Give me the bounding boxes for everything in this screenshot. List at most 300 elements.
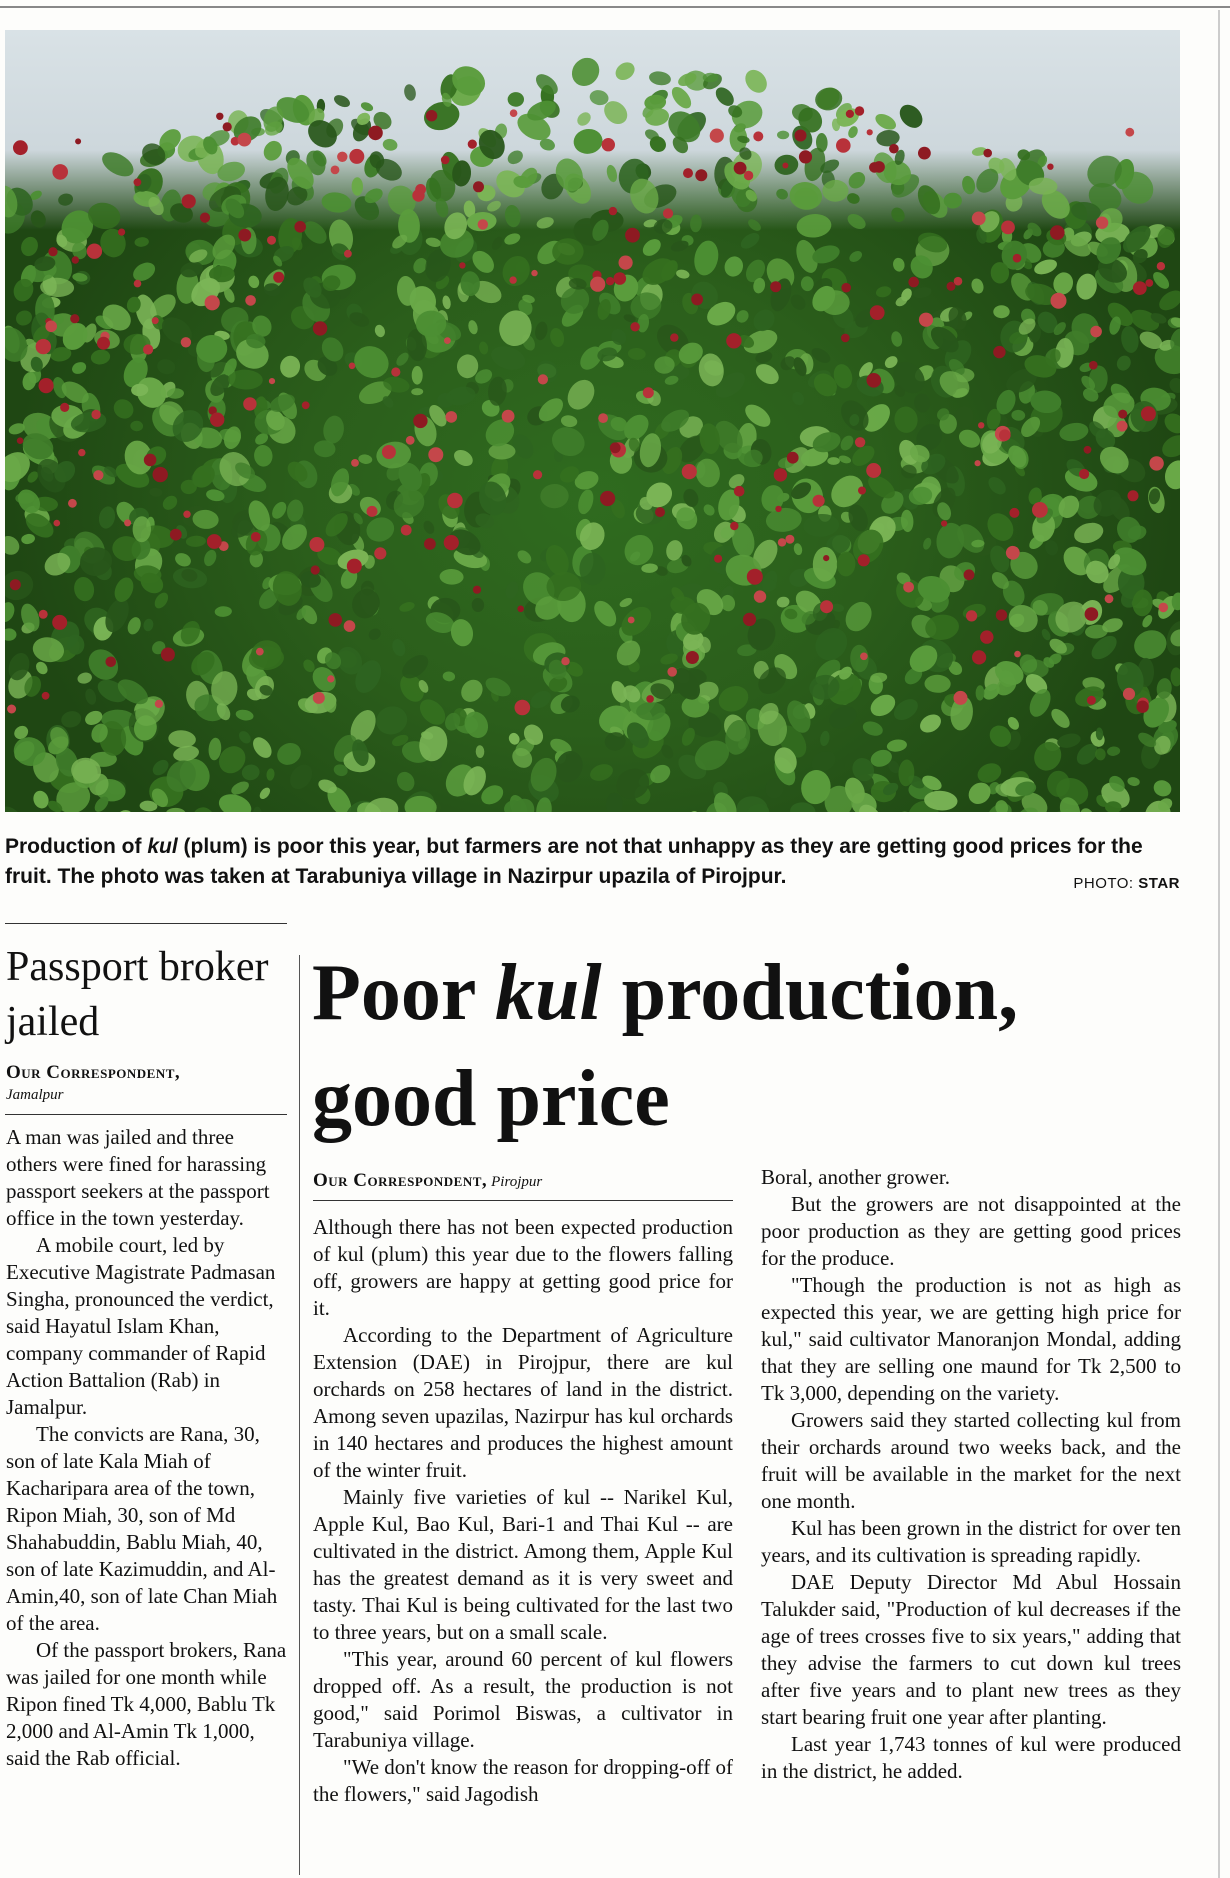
- leaf: [1025, 686, 1054, 721]
- leaf: [439, 569, 464, 585]
- kul-fruit: [1096, 217, 1108, 229]
- kul-fruit: [1141, 406, 1156, 421]
- leaf: [1106, 746, 1120, 757]
- leaf: [498, 251, 535, 290]
- kul-fruit: [337, 152, 347, 162]
- kul-fruit: [473, 181, 484, 192]
- leaf: [488, 342, 528, 374]
- kul-fruit: [866, 463, 881, 478]
- kul-fruit: [1159, 603, 1169, 613]
- kul-fruit: [468, 140, 477, 149]
- leaf: [1058, 421, 1090, 444]
- side-paragraph: A mobile court, led by Executive Magistrate Padmasan Singha, pronounced the verdict, said Hayatul Islam Khan, company commander of Rapid Action Battalion (Rab) in Jamalpur.: [6, 1233, 276, 1419]
- kul-fruit: [1014, 651, 1021, 658]
- leaf: [875, 129, 900, 148]
- kul-fruit: [691, 294, 703, 306]
- leaf: [735, 776, 749, 792]
- leaf: [889, 205, 908, 225]
- kul-fruit: [7, 705, 16, 714]
- side-story-body: [6, 1124, 288, 1772]
- leaf: [156, 357, 177, 376]
- leaf: [1048, 706, 1073, 732]
- leaf: [13, 308, 34, 329]
- main-story-column-2: [761, 1164, 1181, 1785]
- kul-fruit: [1050, 225, 1065, 240]
- kul-fruit: [734, 486, 745, 497]
- leaf: [1040, 627, 1052, 641]
- kul-fruit: [367, 506, 378, 517]
- kul-fruit: [1001, 221, 1015, 235]
- foliage-illustration: [5, 30, 1180, 812]
- leaf: [286, 760, 317, 793]
- leaf: [351, 177, 363, 196]
- leaf: [738, 230, 762, 252]
- kul-fruit: [610, 442, 621, 453]
- main-story-byline: [313, 1170, 733, 1192]
- kul-fruit: [600, 491, 615, 506]
- leaf: [1130, 626, 1170, 664]
- kul-fruit: [964, 569, 975, 580]
- kul-fruit: [210, 413, 224, 427]
- kul-fruit: [836, 138, 851, 153]
- leaf: [390, 637, 407, 658]
- kul-fruit: [1118, 410, 1127, 419]
- leaf: [533, 356, 562, 386]
- kul-fruit: [134, 178, 142, 186]
- kul-fruit: [45, 321, 57, 333]
- kul-fruit: [368, 126, 383, 141]
- main-paragraph: But the growers are not disappointed at the poor production as they are getting good prices for the produce.: [761, 1192, 1181, 1270]
- leaf: [803, 513, 840, 538]
- leaf: [752, 360, 782, 388]
- leaf: [1072, 520, 1106, 547]
- kul-orchard-photo: [5, 30, 1180, 812]
- kul-fruit: [695, 169, 707, 181]
- leaf: [1043, 539, 1059, 557]
- leaf: [98, 147, 138, 181]
- kul-fruit: [200, 213, 210, 223]
- main-paragraph: Mainly five varieties of kul -- Narikel Kul, Apple Kul, Bao Kul, Bari-1 and Thai Kul -- are cultivated in the district. Among them, Apple Kul has the greatest demand as it is very sweet and tasty. Thai Kul is being cultivated for the last two to three years, but on a small scale.: [313, 1485, 733, 1644]
- leaf: [240, 763, 261, 782]
- kul-fruit: [401, 525, 412, 536]
- headline-part-1: Poor: [312, 949, 495, 1037]
- kul-fruit: [309, 537, 324, 552]
- kul-fruit: [841, 283, 851, 293]
- kul-fruit: [858, 554, 870, 566]
- kul-fruit: [972, 650, 986, 664]
- kul-fruit: [602, 138, 615, 151]
- kul-fruit: [947, 282, 956, 291]
- kul-fruit: [502, 410, 515, 423]
- leaf: [253, 806, 262, 812]
- leaf: [186, 535, 207, 547]
- kul-fruit: [954, 277, 963, 286]
- kul-fruit: [1157, 262, 1165, 270]
- leaf: [59, 709, 83, 730]
- kul-fruit: [48, 247, 57, 256]
- leaf: [125, 615, 143, 636]
- kul-fruit: [980, 630, 993, 643]
- leaf: [130, 420, 143, 431]
- leaf: [722, 254, 746, 279]
- leaf: [1170, 667, 1180, 686]
- leaf: [451, 447, 476, 470]
- leaf: [627, 347, 646, 360]
- leaf: [533, 320, 549, 341]
- kul-fruit: [374, 547, 386, 559]
- leaf: [796, 213, 833, 239]
- leaf: [960, 175, 976, 196]
- leaf: [173, 551, 193, 569]
- kul-fruit: [134, 280, 142, 288]
- kul-fruit: [954, 691, 968, 705]
- kul-fruit: [1089, 361, 1098, 370]
- kul-fruit: [144, 454, 157, 467]
- kul-fruit: [311, 565, 320, 574]
- kul-fruit: [459, 262, 465, 268]
- side-story-top-rule: [5, 923, 287, 924]
- leaf: [253, 444, 274, 467]
- kul-fruit: [609, 207, 617, 215]
- kul-fruit: [473, 586, 481, 594]
- leaf: [20, 533, 35, 545]
- kul-fruit: [294, 221, 306, 233]
- side-paragraph: Of the passport brokers, Rana was jailed for one month while Ripon fined Tk 4,000, Bablu Tk 2,000 and Al-Amin Tk 1,000, said the Rab official.: [6, 1638, 287, 1770]
- main-byline-rule: [313, 1200, 733, 1201]
- leaf: [970, 277, 986, 295]
- kul-fruit: [207, 534, 222, 549]
- leaf: [363, 514, 397, 545]
- kul-fruit: [734, 162, 747, 175]
- leaf: [456, 353, 480, 379]
- kul-fruit: [406, 436, 415, 445]
- leaf: [507, 92, 524, 107]
- leaf: [777, 131, 789, 140]
- leaf: [993, 305, 1009, 318]
- kul-fruit: [52, 615, 67, 630]
- leaf: [590, 597, 621, 631]
- leaf: [975, 685, 984, 701]
- kul-fruit: [1125, 128, 1134, 137]
- kul-fruit: [267, 236, 276, 245]
- leaf: [566, 52, 605, 91]
- kul-fruit: [75, 138, 81, 144]
- leaf: [358, 454, 373, 465]
- leaf: [441, 295, 451, 310]
- leaf: [28, 208, 48, 230]
- kul-fruit: [795, 130, 807, 142]
- leaf: [572, 127, 604, 156]
- kul-fruit: [753, 131, 763, 141]
- leaf: [398, 600, 416, 613]
- kul-fruit: [412, 189, 424, 201]
- kul-fruit: [823, 555, 829, 561]
- leaf: [746, 217, 763, 233]
- kul-fruit: [52, 164, 68, 180]
- kul-fruit: [515, 700, 531, 716]
- side-story-byline-rule: [5, 1114, 287, 1115]
- leaf: [612, 636, 645, 670]
- leaf: [273, 739, 305, 769]
- leaf: [845, 211, 868, 232]
- leaf: [166, 808, 186, 812]
- kul-fruit: [978, 422, 984, 428]
- leaf: [838, 433, 856, 453]
- main-paragraph: Last year 1,743 tonnes of kul were produced in the district, he added.: [761, 1732, 1181, 1783]
- leaf: [606, 792, 623, 812]
- kul-fruit: [744, 171, 753, 180]
- right-column-rule: [1218, 10, 1220, 1878]
- kul-fruit: [344, 620, 356, 632]
- leaf: [421, 519, 436, 536]
- kul-fruit: [754, 590, 766, 602]
- leaf: [505, 148, 525, 167]
- kul-fruit: [124, 519, 131, 526]
- kul-fruit: [181, 337, 191, 347]
- kul-fruit: [1047, 164, 1053, 170]
- kul-fruit: [72, 256, 79, 263]
- kul-fruit: [273, 272, 284, 283]
- main-story-column-1: [313, 1214, 733, 1808]
- leaf: [1151, 777, 1174, 799]
- photo-credit: [1073, 875, 1180, 892]
- kul-fruit: [1133, 281, 1147, 295]
- leaf: [527, 687, 554, 712]
- leaf: [411, 388, 423, 396]
- top-rule: [0, 6, 1230, 8]
- kul-fruit: [70, 314, 79, 323]
- leaf: [515, 548, 534, 566]
- leaf: [503, 580, 520, 601]
- kul-fruit: [683, 168, 693, 178]
- leaf: [1127, 776, 1141, 787]
- leaf: [890, 695, 922, 725]
- leaf: [349, 340, 394, 383]
- kul-fruit: [870, 305, 885, 320]
- kul-fruit: [238, 229, 251, 242]
- kul-fruit: [313, 321, 327, 335]
- headline-italic: kul: [494, 949, 602, 1037]
- leaf: [535, 215, 555, 230]
- kul-fruit: [775, 506, 781, 512]
- kul-fruit: [13, 140, 28, 155]
- leaf: [168, 729, 197, 749]
- kul-fruit: [867, 373, 882, 388]
- kul-fruit: [778, 538, 786, 546]
- kul-fruit: [1051, 293, 1067, 309]
- kul-fruit: [17, 437, 24, 444]
- kul-fruit: [966, 610, 977, 621]
- kul-fruit: [269, 378, 275, 384]
- leaf: [5, 802, 29, 812]
- kul-fruit: [329, 613, 343, 627]
- main-paragraph: Growers said they started collecting kul from their orchards around two weeks back, and the fruit will be available in the market for the next one month.: [761, 1408, 1181, 1513]
- leaf: [787, 179, 824, 212]
- leaf: [801, 276, 815, 291]
- leaf: [819, 730, 831, 747]
- kul-fruit: [598, 413, 608, 423]
- kul-fruit: [444, 535, 459, 550]
- kul-fruit: [10, 579, 21, 590]
- kul-fruit: [327, 675, 334, 682]
- leaf: [278, 354, 303, 380]
- kul-fruit: [782, 163, 788, 169]
- kul-fruit: [918, 147, 931, 160]
- kul-fruit: [91, 410, 100, 419]
- kul-fruit: [510, 109, 518, 117]
- leaf: [347, 584, 384, 623]
- leaf: [321, 414, 346, 445]
- leaf: [994, 799, 1010, 812]
- kul-fruit: [1079, 469, 1089, 479]
- leaf: [588, 761, 616, 784]
- kul-fruit: [216, 113, 223, 120]
- kul-fruit: [1009, 508, 1019, 518]
- leaf: [1078, 806, 1096, 812]
- kul-fruit: [919, 313, 933, 327]
- kul-fruit: [993, 346, 1005, 358]
- leaf: [1119, 325, 1140, 354]
- leaf: [134, 236, 149, 247]
- kul-fruit: [972, 212, 986, 226]
- leaf: [70, 360, 88, 376]
- main-paragraph: Kul has been grown in the district for over ten years, and its cultivation is spreading rapidly.: [761, 1516, 1181, 1567]
- leaf: [1166, 375, 1180, 396]
- kul-fruit: [903, 582, 914, 593]
- kul-fruit: [54, 520, 61, 527]
- leaf: [84, 687, 98, 706]
- kul-fruit: [60, 403, 69, 412]
- side-paragraph: The convicts are Rana, 30, son of late Kala Miah of Kacharipara area of the town, Ripon Miah, 30, son of Md Shahabuddin, Bablu Miah, 40, son of late Kazimuddin, and Al-Amin,40, son of late Chan Miah of the area.: [6, 1422, 278, 1635]
- leaf: [893, 405, 919, 434]
- leaf: [1156, 286, 1180, 314]
- leaf: [57, 192, 74, 207]
- kul-fruit: [1105, 594, 1114, 603]
- leaf: [214, 606, 232, 617]
- leaf: [924, 675, 951, 693]
- kul-fruit: [344, 250, 352, 258]
- leaf: [373, 703, 411, 738]
- leaf: [895, 100, 927, 132]
- leaf: [467, 319, 479, 335]
- caption-italic: kul: [147, 835, 178, 858]
- kul-fruit: [351, 459, 359, 467]
- leaf: [975, 760, 1005, 786]
- leaf: [892, 257, 906, 273]
- kul-fruit: [846, 110, 854, 118]
- leaf: [838, 454, 852, 465]
- kul-fruit: [391, 367, 400, 376]
- kul-fruit: [855, 106, 864, 115]
- leaf: [18, 234, 41, 258]
- kul-fruit: [625, 228, 640, 243]
- kul-fruit: [855, 437, 865, 447]
- kul-fruit: [243, 397, 256, 410]
- leaf: [560, 414, 578, 428]
- kul-fruit: [42, 692, 50, 700]
- kul-fruit: [1136, 701, 1148, 713]
- kul-fruit: [517, 606, 524, 613]
- leaf: [412, 366, 423, 385]
- kul-fruit: [1032, 502, 1048, 518]
- kul-fruit: [686, 651, 699, 664]
- leaf: [547, 422, 589, 461]
- leaf: [221, 424, 244, 451]
- kul-fruit: [533, 470, 542, 479]
- kul-fruit: [478, 219, 488, 229]
- kul-fruit: [256, 648, 264, 656]
- kul-fruit: [670, 333, 678, 341]
- kul-fruit: [36, 339, 51, 354]
- kul-fruit: [444, 337, 451, 344]
- leaf: [300, 217, 331, 248]
- side-story-byline: [6, 1062, 286, 1106]
- kul-fruit: [155, 700, 163, 708]
- kul-fruit: [183, 511, 190, 518]
- leaf: [142, 618, 154, 632]
- leaf: [689, 214, 702, 233]
- leaf: [130, 259, 159, 285]
- kul-fruit: [646, 695, 654, 703]
- kul-fruit: [424, 538, 436, 550]
- main-story-headline: [312, 940, 1192, 1152]
- leaf: [917, 711, 945, 736]
- leaf: [680, 808, 702, 812]
- kul-fruit: [663, 208, 673, 218]
- kul-fruit: [614, 272, 627, 285]
- kul-fruit: [606, 277, 614, 285]
- leaf: [237, 729, 254, 746]
- leaf: [1011, 409, 1026, 421]
- leaf: [575, 110, 594, 129]
- column-divider: [299, 955, 300, 1875]
- kul-fruit: [730, 522, 738, 530]
- leaf: [247, 274, 261, 289]
- main-paragraph: According to the Department of Agriculture Extension (DAE) in Pirojpur, there are kul orchards on 258 hectares of land in the district. Among seven upazilas, Nazirpur has kul orchards in 140 hectares and produces the highest amount of the winter fruit.: [313, 1323, 733, 1482]
- main-byline-name: Our Correspondent,: [313, 1170, 488, 1191]
- leaf: [701, 502, 716, 518]
- leaf: [382, 138, 399, 152]
- leaf: [360, 101, 375, 113]
- kul-fruit: [743, 613, 756, 626]
- leaf: [618, 596, 634, 609]
- leaf: [845, 169, 868, 192]
- kul-fruit: [867, 129, 873, 135]
- kul-fruit: [682, 464, 697, 479]
- leaf: [373, 323, 386, 338]
- kul-fruit: [996, 609, 1007, 620]
- leaf: [320, 191, 352, 215]
- leaf: [152, 590, 171, 611]
- leaf: [110, 807, 138, 812]
- main-paragraph: "We don't know the reason for dropping-off of the flowers," said Jagodish: [313, 1755, 733, 1806]
- leaf: [612, 59, 638, 84]
- leaf: [715, 682, 753, 717]
- leaf: [790, 390, 806, 407]
- leaf: [394, 350, 411, 368]
- leaf: [490, 235, 505, 252]
- kul-fruit: [245, 295, 256, 306]
- leaf: [886, 738, 908, 753]
- credit-source: STAR: [1138, 875, 1180, 892]
- leaf: [605, 164, 619, 183]
- kul-fruit: [382, 445, 396, 459]
- kul-fruit: [908, 277, 919, 288]
- leaf: [157, 312, 197, 350]
- leaf: [111, 575, 137, 605]
- leaf: [788, 292, 809, 313]
- leaf: [478, 341, 489, 356]
